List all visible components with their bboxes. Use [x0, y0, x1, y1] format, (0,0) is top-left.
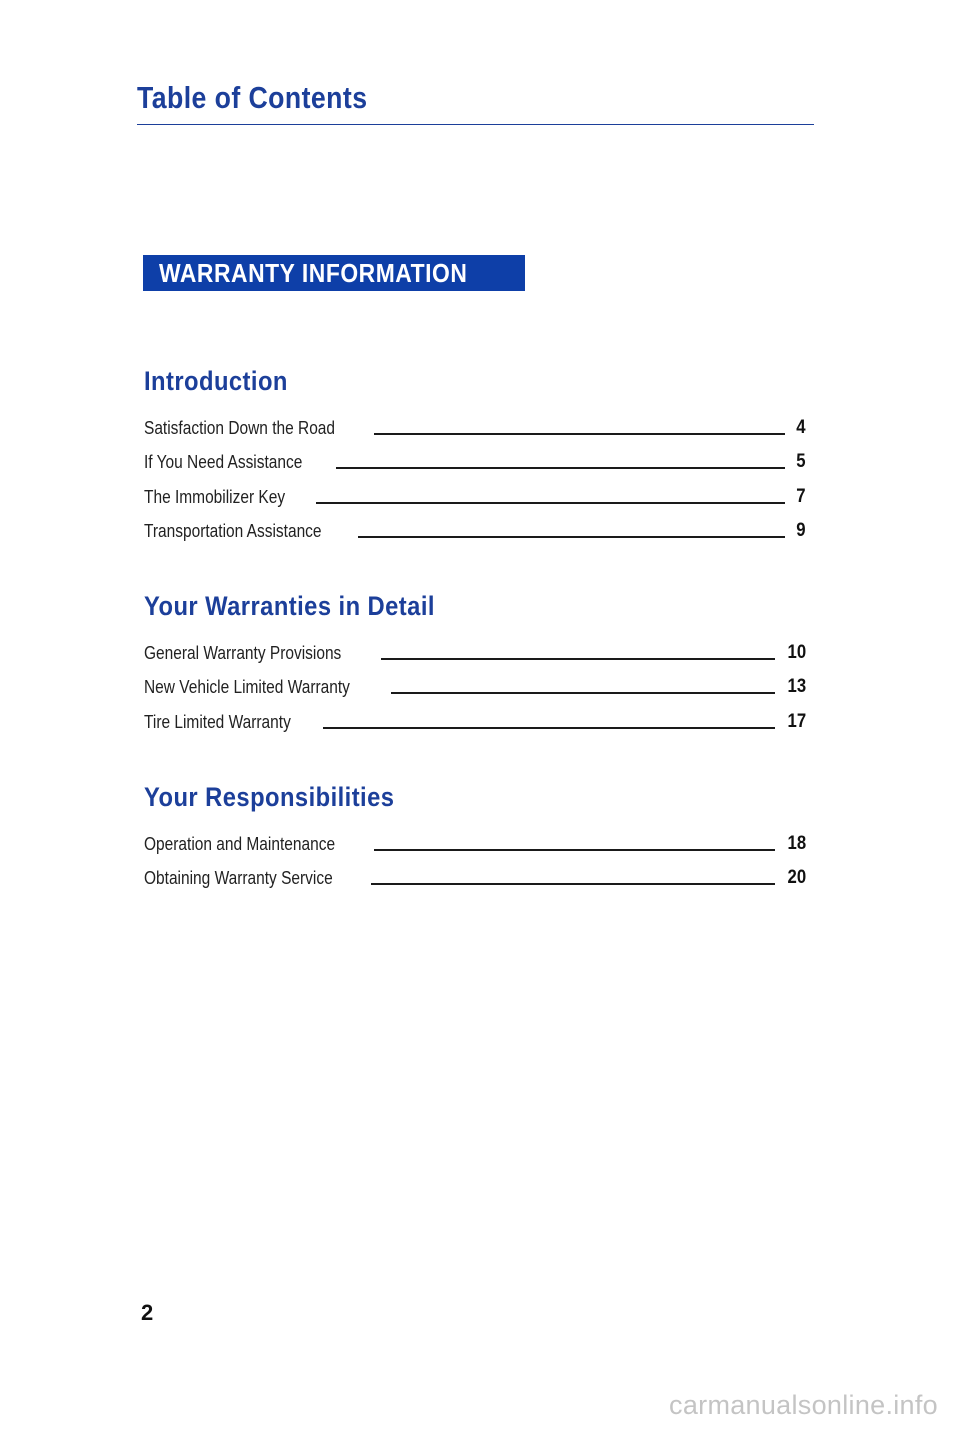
toc-entry[interactable]: [144, 508, 806, 543]
toc-leader-line: [316, 501, 785, 504]
toc-entry-page: 17: [787, 710, 806, 732]
toc-entry[interactable]: [144, 698, 806, 733]
toc-entry-label: General Warranty Provisions: [144, 642, 342, 663]
watermark-text: carmanualsonline.info: [669, 1390, 938, 1420]
group-heading: Your Warranties in Detail: [144, 591, 435, 621]
toc-entry[interactable]: [144, 820, 806, 855]
toc-entry-page: 13: [787, 676, 806, 697]
toc-entry-page: 5: [796, 451, 806, 472]
toc-leader-line: [381, 657, 774, 660]
toc-entry[interactable]: [144, 473, 806, 508]
toc-leader-line: [374, 432, 785, 435]
toc-entry-label: Obtaining Warranty Service: [144, 868, 333, 888]
toc-entry[interactable]: [144, 664, 806, 699]
toc-leader-line: [371, 882, 774, 885]
toc-group-introduction: [144, 364, 806, 542]
toc-entry-label: Transportation Assistance: [144, 521, 322, 541]
toc-entry-page: 10: [787, 641, 806, 663]
toc-entry-page: 7: [796, 485, 806, 507]
toc-leader-line: [358, 535, 785, 538]
page-header: [137, 78, 814, 118]
toc-entry-page: 20: [787, 867, 806, 888]
toc-entry-label: Tire Limited Warranty: [144, 711, 291, 732]
toc-entry-label: Satisfaction Down the Road: [144, 417, 336, 438]
toc-entry[interactable]: [144, 855, 806, 890]
page-number: 2: [141, 1300, 154, 1325]
toc-leader-line: [374, 848, 775, 851]
toc-entry[interactable]: [144, 439, 806, 474]
toc-group-responsibilities: [144, 780, 806, 889]
toc-entry-label: The Immobilizer Key: [144, 486, 286, 507]
group-heading: Your Responsibilities: [144, 782, 395, 812]
section-banner: [143, 255, 525, 291]
toc-leader-line: [336, 466, 785, 469]
page-title: Table of Contents: [137, 80, 368, 115]
section-banner-label: WARRANTY INFORMATION: [159, 257, 468, 288]
toc-leader-line: [391, 691, 774, 694]
toc-entry-page: 18: [787, 832, 806, 854]
toc-group-warranties: [144, 589, 806, 733]
header-rule: [137, 124, 814, 125]
toc-leader-line: [323, 726, 775, 729]
toc-entry-label: If You Need Assistance: [144, 452, 303, 472]
toc-entry[interactable]: [144, 629, 806, 664]
toc-entry-page: 9: [796, 520, 806, 541]
toc-entry[interactable]: [144, 404, 806, 439]
toc-entry-page: 4: [796, 416, 806, 438]
group-heading: Introduction: [144, 366, 288, 396]
toc-entry-label: Operation and Maintenance: [144, 833, 336, 854]
toc-entry-label: New Vehicle Limited Warranty: [144, 677, 350, 697]
